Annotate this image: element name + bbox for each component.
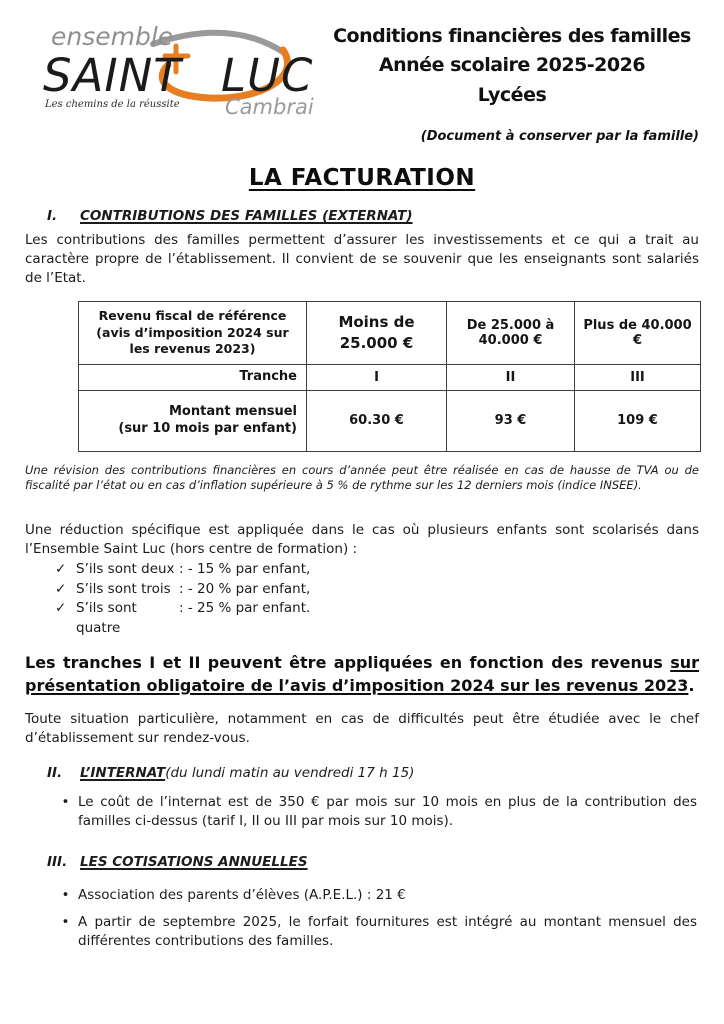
section2-title: L’INTERNAT xyxy=(80,765,166,782)
tranches-underlined: sur présentation obligatoire de l’avis d’imposition 2024 sur les revenus 2023 xyxy=(25,653,700,696)
reduction-item-label: S’ils sont trois xyxy=(76,580,171,597)
table-row-montant xyxy=(79,390,701,451)
logo-ensemble-text: ensemble xyxy=(51,22,174,51)
logo-luc-text: LUC xyxy=(221,49,314,102)
corner-line-1: Revenu fiscal de référence xyxy=(98,308,287,324)
internat-bullet-text: Le coût de l’internat est de 350 € par mois sur 10 mois en plus de la contribution des familles ci-dessus (tarif I, II ou III par mois sur 10 mois). xyxy=(78,794,697,830)
montant-tranche2: 93 € xyxy=(447,390,575,451)
keep-document-note: (Document à conserver par la famille) xyxy=(420,129,699,144)
tranche-3-value: III xyxy=(575,364,701,390)
tranche-row-label: Tranche xyxy=(79,364,307,390)
fournitures-bullet-text: A partir de septembre 2025, le forfait fournitures est intégré au montant mensuel des différentes contributions des familles. xyxy=(78,913,697,949)
section2-heading xyxy=(25,765,699,781)
column-header-tranche1: Moins de 25.000 € xyxy=(307,301,447,364)
montant-label-line2: (sur 10 mois par enfant) xyxy=(118,420,297,436)
school-logo xyxy=(25,14,325,122)
section2-title-suffix: (du lundi matin au vendredi 17 h 15) xyxy=(165,765,415,782)
tranche-2-value: II xyxy=(447,364,575,390)
list-item xyxy=(55,560,699,580)
bullet-icon: • xyxy=(61,913,70,930)
main-heading xyxy=(25,165,699,191)
bullet-icon: • xyxy=(61,794,70,811)
list-item xyxy=(25,886,699,905)
table-corner-cell xyxy=(79,301,307,364)
title-line-1: Conditions financières des familles xyxy=(333,25,691,47)
logo-saint-text: SAINT xyxy=(43,49,182,102)
montant-tranche3: 109 € xyxy=(575,390,701,451)
section3-number: III. xyxy=(47,853,68,870)
logo-tagline: Les chemins de la réussite xyxy=(45,99,180,110)
reduction-item-label: S’ils sont quatre xyxy=(76,600,137,636)
tranche-1-value: I xyxy=(307,364,447,390)
tranches-period: . xyxy=(688,676,695,696)
section3-title: LES COTISATIONS ANNUELLES xyxy=(80,853,308,870)
section1-heading xyxy=(25,208,699,224)
section1-intro: Les contributions des familles permettent d’assurer les investissements et ce qui a trait au caractère propre de l’établissement. Il convient de se souvenir que les enseignants sont salariés de l’Etat. xyxy=(25,232,699,286)
title-line-2: Année scolaire 2025-2026 xyxy=(378,54,646,77)
document-title xyxy=(325,14,699,110)
apel-bullet-text: Association des parents d’élèves (A.P.E.L.) : 21 € xyxy=(78,886,406,903)
reduction-intro: Une réduction spécifique est appliquée dans le cas où plusieurs enfants sont scolarisés dans l’Ensemble Saint Luc (hors centre de formation) : xyxy=(25,522,699,558)
reduction-item-value: : - 15 % par enfant, xyxy=(179,561,311,578)
cotisations-list xyxy=(25,886,699,951)
montant-tranche1: 60.30 € xyxy=(307,390,447,451)
montant-row-label xyxy=(79,390,307,451)
check-icon: ✓ xyxy=(55,580,67,597)
list-item xyxy=(55,580,699,600)
column-header-tranche2: De 25.000 à 40.000 € xyxy=(447,301,575,364)
contribution-table xyxy=(78,301,701,452)
situation-note: Toute situation particulière, notamment en cas de difficultés peut être étudiée avec le chef d’établissement sur rendez-vous. xyxy=(25,711,699,747)
montant-label-line1: Montant mensuel xyxy=(169,403,297,419)
logo-city: Cambrai xyxy=(225,95,314,118)
reduction-item-label: S’ils sont deux xyxy=(76,561,175,578)
section1-number: I. xyxy=(47,208,58,224)
tranches-part1: Les tranches I et II peuvent être appliquées en fonction des revenus xyxy=(25,653,663,673)
section3-heading xyxy=(25,854,699,870)
list-item xyxy=(25,793,699,831)
header xyxy=(25,14,699,122)
list-item xyxy=(25,913,699,951)
internat-list xyxy=(25,793,699,831)
table-header-row xyxy=(79,301,701,364)
main-heading-text: LA FACTURATION xyxy=(248,165,476,191)
section1-title: CONTRIBUTIONS DES FAMILLES (EXTERNAT) xyxy=(80,208,413,224)
section2-number: II. xyxy=(47,765,63,782)
tranches-statement xyxy=(25,651,699,697)
column-header-tranche3: Plus de 40.000 € xyxy=(575,301,701,364)
corner-line-2: (avis d’imposition 2024 sur les revenus 2023) xyxy=(96,324,289,356)
table-row-tranche xyxy=(79,364,701,390)
school-logo-graphic xyxy=(25,14,325,118)
title-line-3: Lycées xyxy=(477,83,547,106)
reduction-item-value: : - 25 % par enfant. xyxy=(179,600,311,617)
reduction-list xyxy=(55,560,699,638)
revision-note: Une révision des contributions financières en cours d’année peut être réalisée en cas de hausse de TVA ou de fiscalité par l’état ou en cas d’inflation supérieure à 5 % de rythme sur les 12 derniers mois (indice INSEE). xyxy=(25,462,699,493)
check-icon: ✓ xyxy=(55,600,67,617)
bullet-icon: • xyxy=(61,886,70,903)
check-icon: ✓ xyxy=(55,561,67,578)
reduction-item-value: : - 20 % par enfant, xyxy=(179,580,311,597)
list-item xyxy=(55,599,699,638)
